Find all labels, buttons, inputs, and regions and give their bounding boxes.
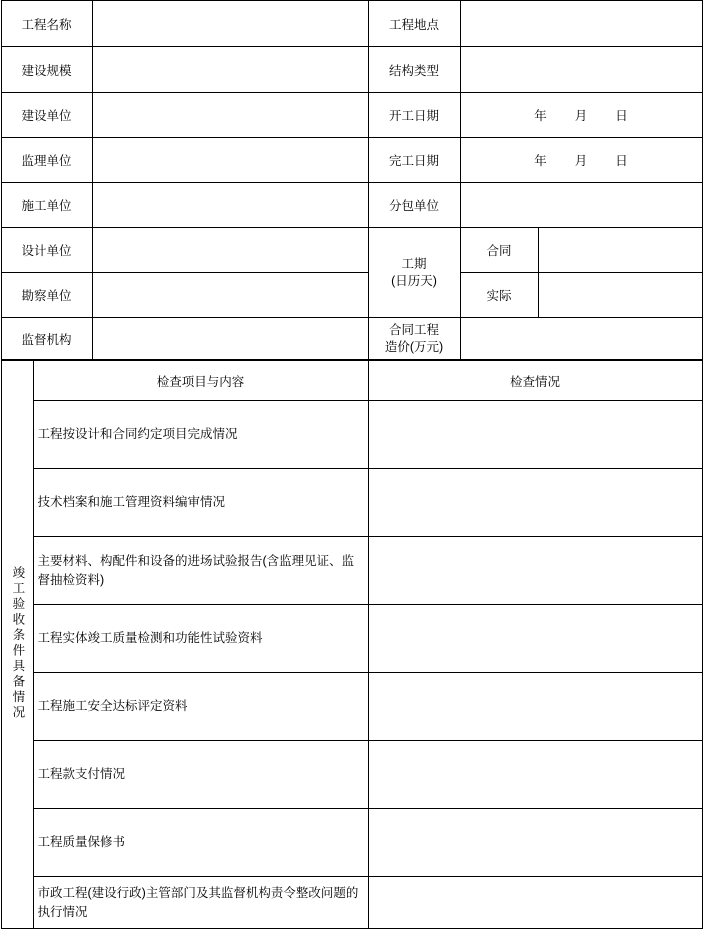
inspection-item-label: 工程款支付情况 [33, 741, 368, 809]
field-label-construction-scale: 建设规模 [1, 47, 92, 93]
project-info-table [1, 0, 703, 360]
field-value-start-date[interactable] [460, 93, 702, 138]
field-label-structure-type: 结构类型 [368, 47, 460, 93]
field-label-design-unit: 设计单位 [1, 228, 92, 273]
inspection-item-result[interactable] [368, 673, 702, 741]
field-value-supervision-agency[interactable] [92, 318, 368, 360]
inspection-item-result[interactable] [368, 877, 702, 929]
field-value-project-name[interactable] [92, 1, 368, 47]
field-value-duration-contract[interactable] [538, 228, 702, 273]
inspection-item-label: 主要材料、构配件和设备的进场试验报告(含监理见证、监督抽检资料) [33, 537, 368, 605]
inspection-side-label-text: 竣工验收条件具备情况 [10, 565, 25, 721]
inspection-side-label [1, 361, 33, 929]
field-value-subcontractor-unit[interactable] [460, 183, 702, 228]
field-value-contract-cost[interactable] [460, 318, 702, 360]
date-unit-day: 日 [615, 154, 628, 168]
field-value-construction-unit[interactable] [92, 93, 368, 138]
inspection-item-result[interactable] [368, 401, 702, 469]
table-row [1, 1, 702, 47]
table-row [1, 809, 702, 877]
field-label-duration-actual: 实际 [460, 273, 538, 318]
field-value-construction-scale[interactable] [92, 47, 368, 93]
table-row [1, 273, 702, 318]
field-label-contractor-unit: 施工单位 [1, 183, 92, 228]
inspection-item-label: 工程质量保修书 [33, 809, 368, 877]
inspection-item-label: 市政工程(建设行政)主管部门及其监督机构责令整改问题的执行情况 [33, 877, 368, 929]
table-row [1, 47, 702, 93]
date-unit-year: 年 [534, 154, 547, 168]
table-row [1, 741, 702, 809]
field-value-project-location[interactable] [460, 1, 702, 47]
field-value-contractor-unit[interactable] [92, 183, 368, 228]
contract-cost-label-line1: 合同工程 [388, 322, 439, 337]
date-unit-month: 月 [574, 154, 588, 168]
field-label-supervision-unit: 监理单位 [1, 138, 92, 183]
table-row [1, 93, 702, 138]
date-unit-month: 月 [574, 109, 588, 123]
inspection-item-result[interactable] [368, 809, 702, 877]
duration-label-line2: (日历天) [391, 273, 437, 288]
inspection-item-result[interactable] [368, 469, 702, 537]
column-header-result: 检查情况 [368, 361, 702, 401]
field-label-duration-contract: 合同 [460, 228, 538, 273]
field-value-supervision-unit[interactable] [92, 138, 368, 183]
inspection-item-result[interactable] [368, 605, 702, 673]
table-row [1, 537, 702, 605]
date-unit-day: 日 [615, 109, 628, 123]
field-value-duration-actual[interactable] [538, 273, 702, 318]
table-row [1, 469, 702, 537]
date-unit-year: 年 [534, 109, 547, 123]
column-header-item: 检查项目与内容 [33, 361, 368, 401]
field-label-contract-cost [368, 318, 460, 360]
inspection-item-label: 工程实体竣工质量检测和功能性试验资料 [33, 605, 368, 673]
table-row [1, 605, 702, 673]
field-value-completion-date[interactable] [460, 138, 702, 183]
inspection-item-result[interactable] [368, 741, 702, 809]
field-label-survey-unit: 勘察单位 [1, 273, 92, 318]
field-label-completion-date: 完工日期 [368, 138, 460, 183]
field-value-survey-unit[interactable] [92, 273, 368, 318]
field-label-start-date: 开工日期 [368, 93, 460, 138]
duration-label-line1: 工期 [401, 256, 427, 271]
field-label-subcontractor-unit: 分包单位 [368, 183, 460, 228]
field-label-duration [368, 228, 460, 318]
table-row [1, 318, 702, 360]
field-label-project-name: 工程名称 [1, 1, 92, 47]
table-row [1, 877, 702, 929]
inspection-item-label: 工程施工安全达标评定资料 [33, 673, 368, 741]
table-row [1, 183, 702, 228]
table-row [1, 228, 702, 273]
field-value-structure-type[interactable] [460, 47, 702, 93]
table-header-row [1, 361, 702, 401]
table-row [1, 138, 702, 183]
field-label-project-location: 工程地点 [368, 1, 460, 47]
inspection-item-result[interactable] [368, 537, 702, 605]
inspection-table [1, 360, 703, 929]
field-label-construction-unit: 建设单位 [1, 93, 92, 138]
field-label-supervision-agency: 监督机构 [1, 318, 92, 360]
inspection-item-label: 工程按设计和合同约定项目完成情况 [33, 401, 368, 469]
contract-cost-label-line2: 造价(万元) [384, 339, 444, 354]
table-row [1, 401, 702, 469]
table-row [1, 673, 702, 741]
field-value-design-unit[interactable] [92, 228, 368, 273]
inspection-item-label: 技术档案和施工管理资料编审情况 [33, 469, 368, 537]
